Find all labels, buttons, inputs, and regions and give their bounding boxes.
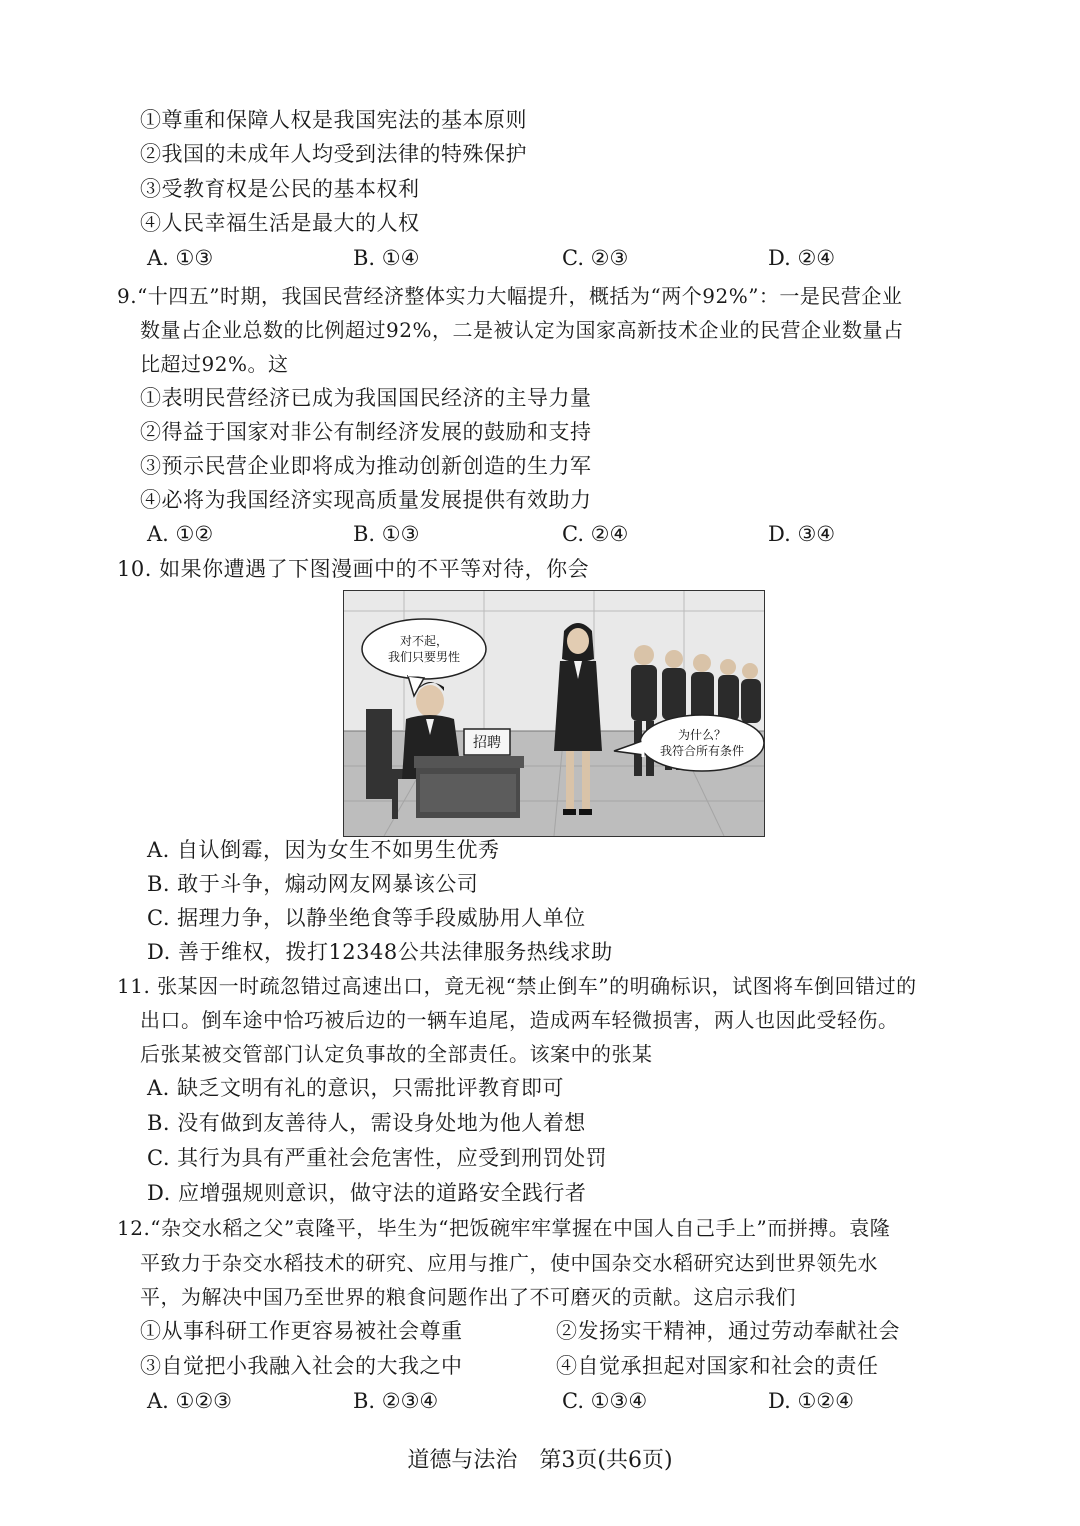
q8-statement-1: ①尊重和保障人权是我国宪法的基本原则: [140, 108, 527, 132]
q9-option-a: A. ①②: [147, 522, 214, 546]
q10-option-a: A. 自认倒霉，因为女生不如男生优秀: [147, 838, 500, 862]
q8-option-a: A. ①③: [147, 246, 214, 270]
q8-statement-2: ②我国的未成年人均受到法律的特殊保护: [140, 142, 527, 166]
q12-option-b: B. ②③④: [353, 1389, 439, 1413]
bubble-right-line-2: 我符合所有条件: [659, 744, 745, 758]
q9-stem-line-3: 比超过92%。这: [140, 352, 289, 376]
q11-stem-line-1: 11. 张某因一时疏忽错过高速出口，竟无视“禁止倒车”的明确标识，试图将车倒回错过的: [117, 974, 917, 998]
q10-option-c: C. 据理力争，以静坐绝食等手段威胁用人单位: [147, 906, 586, 930]
q12-stem-line-1: 12.“杂交水稻之父”袁隆平，毕生为“把饭碗牢牢掌握在中国人自己手上”而拼搏。袁隆: [117, 1216, 891, 1240]
q12-option-c: C. ①③④: [562, 1389, 648, 1413]
q12-statement-4: ④自觉承担起对国家和社会的责任: [556, 1354, 879, 1378]
q9-statement-2: ②得益于国家对非公有制经济发展的鼓励和支持: [140, 420, 592, 444]
q12-stem-line-2: 平致力于杂交水稻技术的研究、应用与推广，使中国杂交水稻研究达到世界领先水: [140, 1251, 878, 1275]
q10-option-b: B. 敢于斗争，煽动网友网暴该公司: [147, 872, 479, 896]
discrimination-comic: [343, 590, 765, 837]
q9-option-c: C. ②④: [562, 522, 629, 546]
q9-option-b: B. ①③: [353, 522, 420, 546]
desk-sign-text: 招聘: [473, 735, 501, 751]
q8-statement-3: ③受教育权是公民的基本权利: [140, 177, 420, 201]
q8-option-d: D. ②④: [768, 246, 836, 270]
q9-statement-1: ①表明民营经济已成为我国国民经济的主导力量: [140, 386, 592, 410]
q9-option-d: D. ③④: [768, 522, 836, 546]
q12-option-a: A. ①②③: [147, 1389, 232, 1413]
page-footer: 道德与法治 第3页(共6页): [407, 1448, 673, 1473]
q9-statement-3: ③预示民营企业即将成为推动创新创造的生力军: [140, 454, 592, 478]
q9-statement-4: ④必将为我国经济实现高质量发展提供有效助力: [140, 488, 592, 512]
bubble-right: [640, 715, 764, 771]
bubble-left: [362, 619, 486, 679]
q12-stem-line-3: 平，为解决中国乃至世界的粮食问题作出了不可磨灭的贡献。这启示我们: [140, 1285, 796, 1309]
bubble-right-line-1: 为什么？: [677, 728, 727, 742]
bubble-left-line-1: 对不起，: [399, 634, 449, 648]
q11-option-b: B. 没有做到友善待人，需设身处地为他人着想: [147, 1111, 586, 1135]
q9-stem-line-2: 数量占企业总数的比例超过92%，二是被认定为国家高新技术企业的民营企业数量占: [140, 318, 904, 342]
q12-option-d: D. ①②④: [768, 1389, 854, 1413]
q10-stem: 10. 如果你遭遇了下图漫画中的不平等对待，你会: [117, 557, 590, 581]
q12-statement-1: ①从事科研工作更容易被社会尊重: [140, 1319, 463, 1343]
q11-option-a: A. 缺乏文明有礼的意识，只需批评教育即可: [147, 1076, 565, 1100]
q10-option-d: D. 善于维权，拨打12348公共法律服务热线求助: [147, 940, 613, 964]
q8-option-c: C. ②③: [562, 246, 629, 270]
comic-illustration: [344, 591, 764, 836]
q11-stem-line-3: 后张某被交管部门认定负事故的全部责任。该案中的张某: [140, 1042, 653, 1066]
q9-stem-line-1: 9.“十四五”时期，我国民营经济整体实力大幅提升，概括为“两个92%”：一是民营企业: [117, 284, 903, 308]
q11-option-c: C. 其行为具有严重社会危害性，应受到刑罚处罚: [147, 1146, 608, 1170]
q11-option-d: D. 应增强规则意识，做守法的道路安全践行者: [147, 1181, 587, 1205]
q8-statement-4: ④人民幸福生活是最大的人权: [140, 211, 420, 235]
q12-statement-3: ③自觉把小我融入社会的大我之中: [140, 1354, 463, 1378]
bubble-left-line-2: 我们只要男性: [387, 650, 461, 664]
q8-option-b: B. ①④: [353, 246, 420, 270]
q11-stem-line-2: 出口。倒车途中恰巧被后边的一辆车追尾，造成两车轻微损害，两人也因此受轻伤。: [140, 1008, 899, 1032]
q12-statement-2: ②发扬实干精神，通过劳动奉献社会: [556, 1319, 900, 1343]
